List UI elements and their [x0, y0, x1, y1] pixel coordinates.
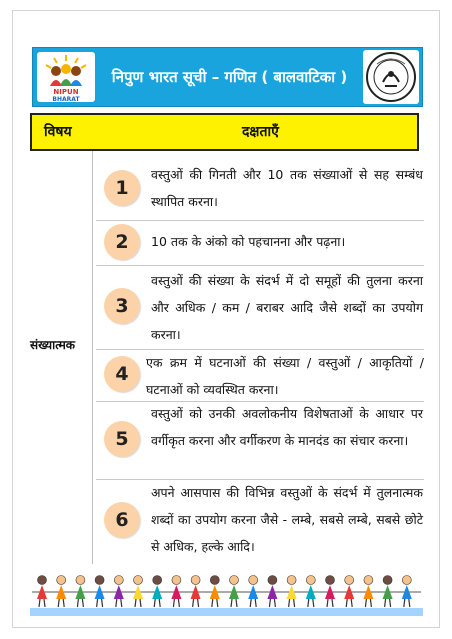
row-divider [96, 220, 424, 221]
kid-head [402, 576, 411, 585]
kid-head [95, 576, 104, 585]
kid-legs [212, 599, 218, 607]
header-banner [32, 47, 423, 107]
kid-head [172, 576, 181, 585]
kid-legs [154, 599, 160, 607]
kids-chain-icon [30, 568, 423, 618]
kid-head [191, 576, 200, 585]
kid-head [57, 576, 66, 585]
skill-text: वस्तुओं की गिनती और 10 तक संख्याओं से सह सम्बंध स्थापित करना। [151, 167, 423, 209]
kid-legs [327, 599, 333, 607]
column-divider [92, 151, 93, 564]
kid-head [326, 576, 335, 585]
skill-text: एक क्रम में घटनाओं की संख्या / वस्तुओं / आकृतियों / घटनाओं को व्यवस्थित करना। [146, 355, 424, 397]
kid-head [383, 576, 392, 585]
skill-row-2 [96, 222, 422, 262]
column-subject-heading: विषय [44, 124, 72, 140]
skill-text: 10 तक के अंको को पहचानना और पढ़ना। [151, 234, 346, 249]
row-number-badge: 2 [104, 224, 140, 260]
row-number-badge: 6 [104, 502, 140, 538]
kid-head [114, 576, 123, 585]
kid-head [38, 576, 47, 585]
kid-legs [250, 599, 256, 607]
column-skills-heading: दक्षताएँ [242, 124, 279, 140]
skill-text: अपने आसपास की विभिन्न वस्तुओं के संदर्भ में तुलनात्मक शब्दों का उपयोग करना जैसे - लम्बे, सबसे लम्बे, सबसे छोटे से अधिक, हल्के आदि। [151, 485, 423, 554]
row-number-badge: 3 [104, 288, 140, 324]
kid-legs [385, 599, 391, 607]
kid-head [268, 576, 277, 585]
kid-legs [346, 599, 352, 607]
kid-legs [193, 599, 199, 607]
page-title: निपुण भारत सूची – गणित ( बालवाटिका ) [111, 68, 348, 86]
row-number-badge: 1 [104, 170, 140, 206]
kid-head [134, 576, 143, 585]
skill-text: वस्तुओं की संख्या के संदर्भ में दो समूहों की तुलना करना और अधिक / कम / बराबर आदि जैसे शब्दों का उपयोग करना। [151, 273, 423, 342]
kid-head [364, 576, 373, 585]
kid-head [210, 576, 219, 585]
nipun-bharat-logo [37, 52, 95, 102]
kid-head [76, 576, 85, 585]
skill-row-3 [96, 268, 422, 346]
skill-row-5 [96, 402, 422, 478]
skill-text: वस्तुओं को उनकी अवलोकनीय विशेषताओं के आधार पर वर्गीकृत करना और वर्गीकरण के मानदंड का संचार करना। [151, 406, 423, 448]
kid-legs [173, 599, 179, 607]
kid-legs [135, 599, 141, 607]
kid-legs [308, 599, 314, 607]
row-number-badge: 5 [104, 421, 140, 457]
kid-legs [404, 599, 410, 607]
kid-legs [269, 599, 275, 607]
skill-row-4 [96, 350, 422, 398]
kid-legs [365, 599, 371, 607]
svg-text:BHARAT: BHARAT [52, 96, 80, 102]
kid-legs [77, 599, 83, 607]
svg-text:NIPUN: NIPUN [53, 88, 79, 96]
row-divider [96, 265, 424, 266]
children-holding-hands-footer [30, 568, 423, 618]
skill-row-1 [96, 158, 422, 216]
kid-legs [58, 599, 64, 607]
kid-legs [97, 599, 103, 607]
kid-legs [289, 599, 295, 607]
table-column-header [30, 113, 419, 151]
category-label: संख्यात्मक [30, 338, 75, 352]
kid-head [230, 576, 239, 585]
kid-legs [116, 599, 122, 607]
kid-legs [231, 599, 237, 607]
up-government-seal [363, 50, 419, 104]
skill-row-6 [96, 482, 422, 562]
row-number-badge: 4 [104, 356, 140, 392]
kid-head [287, 576, 296, 585]
kid-head [306, 576, 315, 585]
children-logo-icon [37, 52, 95, 102]
kid-legs [39, 599, 45, 607]
state-emblem-icon [363, 50, 419, 104]
kid-head [153, 576, 162, 585]
kid-head [249, 576, 258, 585]
kid-head [345, 576, 354, 585]
